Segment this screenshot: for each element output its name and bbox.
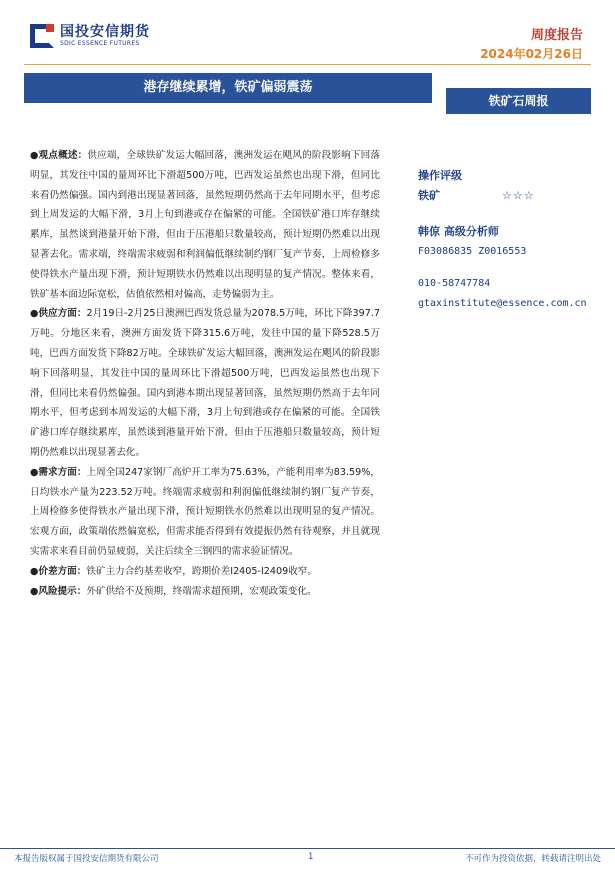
- paragraph-lead: 需求方面：: [38, 466, 87, 478]
- logo-mark-icon: [30, 24, 54, 48]
- paragraph-lead: 供应方面：: [38, 308, 87, 320]
- company-logo: [30, 24, 150, 48]
- main-content: [30, 146, 380, 601]
- bullet-icon: ●: [30, 585, 39, 597]
- footer-divider: [0, 848, 615, 849]
- contact-phone: 010-58747784: [418, 278, 491, 289]
- rating-sector: 铁矿: [418, 189, 440, 202]
- paragraph-lead: 价差方面：: [38, 565, 87, 577]
- report-title: 港存继续累增，铁矿偏弱震荡: [24, 73, 432, 103]
- rating-stars-icon: ☆☆☆: [502, 189, 535, 202]
- report-type: 周度报告: [530, 28, 583, 43]
- paragraph-lead: 风险提示：: [38, 585, 87, 597]
- footer-disclaimer: 不可作为投资依据，转载请注明出处: [464, 854, 601, 864]
- rating-row: [418, 186, 608, 206]
- paragraph-text: 2月19日-2月25日澳洲巴西发货总量为2078.5万吨，环比下降397.7万吨。分地区来看，澳洲方面发货下降315.6万吨，发往中国的量下降528.5万吨，巴西方面发货下降82万吨。全球铁矿发运大幅回落，澳洲发运在飓风的阶段影响下回落明显，其发往中国的量周环比下滑超500万吨，巴西发运虽然也出现下滑，但同比来看仍然偏强。国内到港本期出现显著回落，虽然短期仍然高于去年同期水平，但考虑到本周发运的大幅下滑，3月上旬到港或存在偏紧的可能。全国铁矿港口库存继续累库，虽然谈到港量开始下滑，但由于压港船只数量较高，预计短期仍然难以出现显著去化。: [30, 308, 381, 458]
- paragraph-demand: [30, 463, 380, 562]
- bullet-icon: ●: [30, 565, 39, 577]
- paragraph-text: 铁矿主力合约基差收窄，跨期价差I2405-I2409收窄。: [86, 565, 317, 577]
- bullet-icon: ●: [30, 308, 39, 320]
- paragraph-text: 上周全国247家钢厂高炉开工率为75.63%，产能利用率为83.59%，日均铁水产量为223.52万吨。终端需求疲弱和利润偏低继续制约钢厂复产节奏，上周检修多使得铁水产量出现下滑，预计短期铁水仍然难以出现明显的复产情况。宏观方面，政策端依然偏宽松，但需求能否得到有效提振仍然有待观察，并且就现实需求来看目前仍显疲弱，关注后续全三钢四的需求验证情况。: [30, 466, 380, 557]
- bullet-icon: ●: [30, 466, 39, 478]
- paragraph-supply: [30, 304, 380, 462]
- header-divider: [24, 64, 591, 65]
- footer-copyright: 本报告版权属于国投安信期货有限公司: [14, 854, 159, 864]
- analyst-certificate: F03086835 Z0016553: [418, 246, 527, 257]
- bullet-icon: ●: [30, 150, 39, 161]
- analyst-name: 韩倞 高级分析师: [418, 225, 499, 238]
- report-category: 铁矿石周报: [446, 88, 591, 114]
- contact-email[interactable]: gtaxinstitute@essence.com.cn: [418, 298, 587, 309]
- paragraph-risk: [30, 582, 380, 602]
- paragraph-overview: [30, 146, 380, 304]
- rating-label: 操作评级: [418, 169, 462, 182]
- paragraph-spread: [30, 562, 380, 582]
- paragraph-text: 外矿供给不及预期，终端需求超预期，宏观政策变化。: [86, 585, 317, 597]
- page-number: 1: [308, 852, 314, 862]
- paragraph-lead: 观点概述：: [38, 150, 88, 161]
- sidebar-info: [418, 166, 608, 314]
- paragraph-text: 供应端，全球铁矿发运大幅回落，澳洲发运在飓风的阶段影响下回落明显，其发往中国的量周环比下滑超500万吨，巴西发运虽然也出现下滑，但同比来看仍然偏强。国内到港出现显著回落，虽然短期仍然高于去年同期水平，但考虑到上周发运的大幅下滑，3月上旬到港或存在偏紧的可能。全国铁矿港口库存继续累库，虽然谈到港量开始下滑，但由于压港船只数量较高，预计短期仍然难以出现显著去化。需求端，终端需求疲弱和利润偏低继续制约钢厂复产节奏，上周检修多使得铁水产量出现下滑，预计短期铁水仍然难以出现明显的复产情况。整体来看，铁矿基本面边际宽松，估值依然相对偏高，走势偏弱为主。: [30, 150, 381, 300]
- logo-name-en: SDIC ESSENCE FUTURES: [60, 40, 140, 47]
- logo-name-cn: 国投安信期货: [60, 24, 150, 40]
- report-date: 2024年02月26日: [480, 47, 583, 61]
